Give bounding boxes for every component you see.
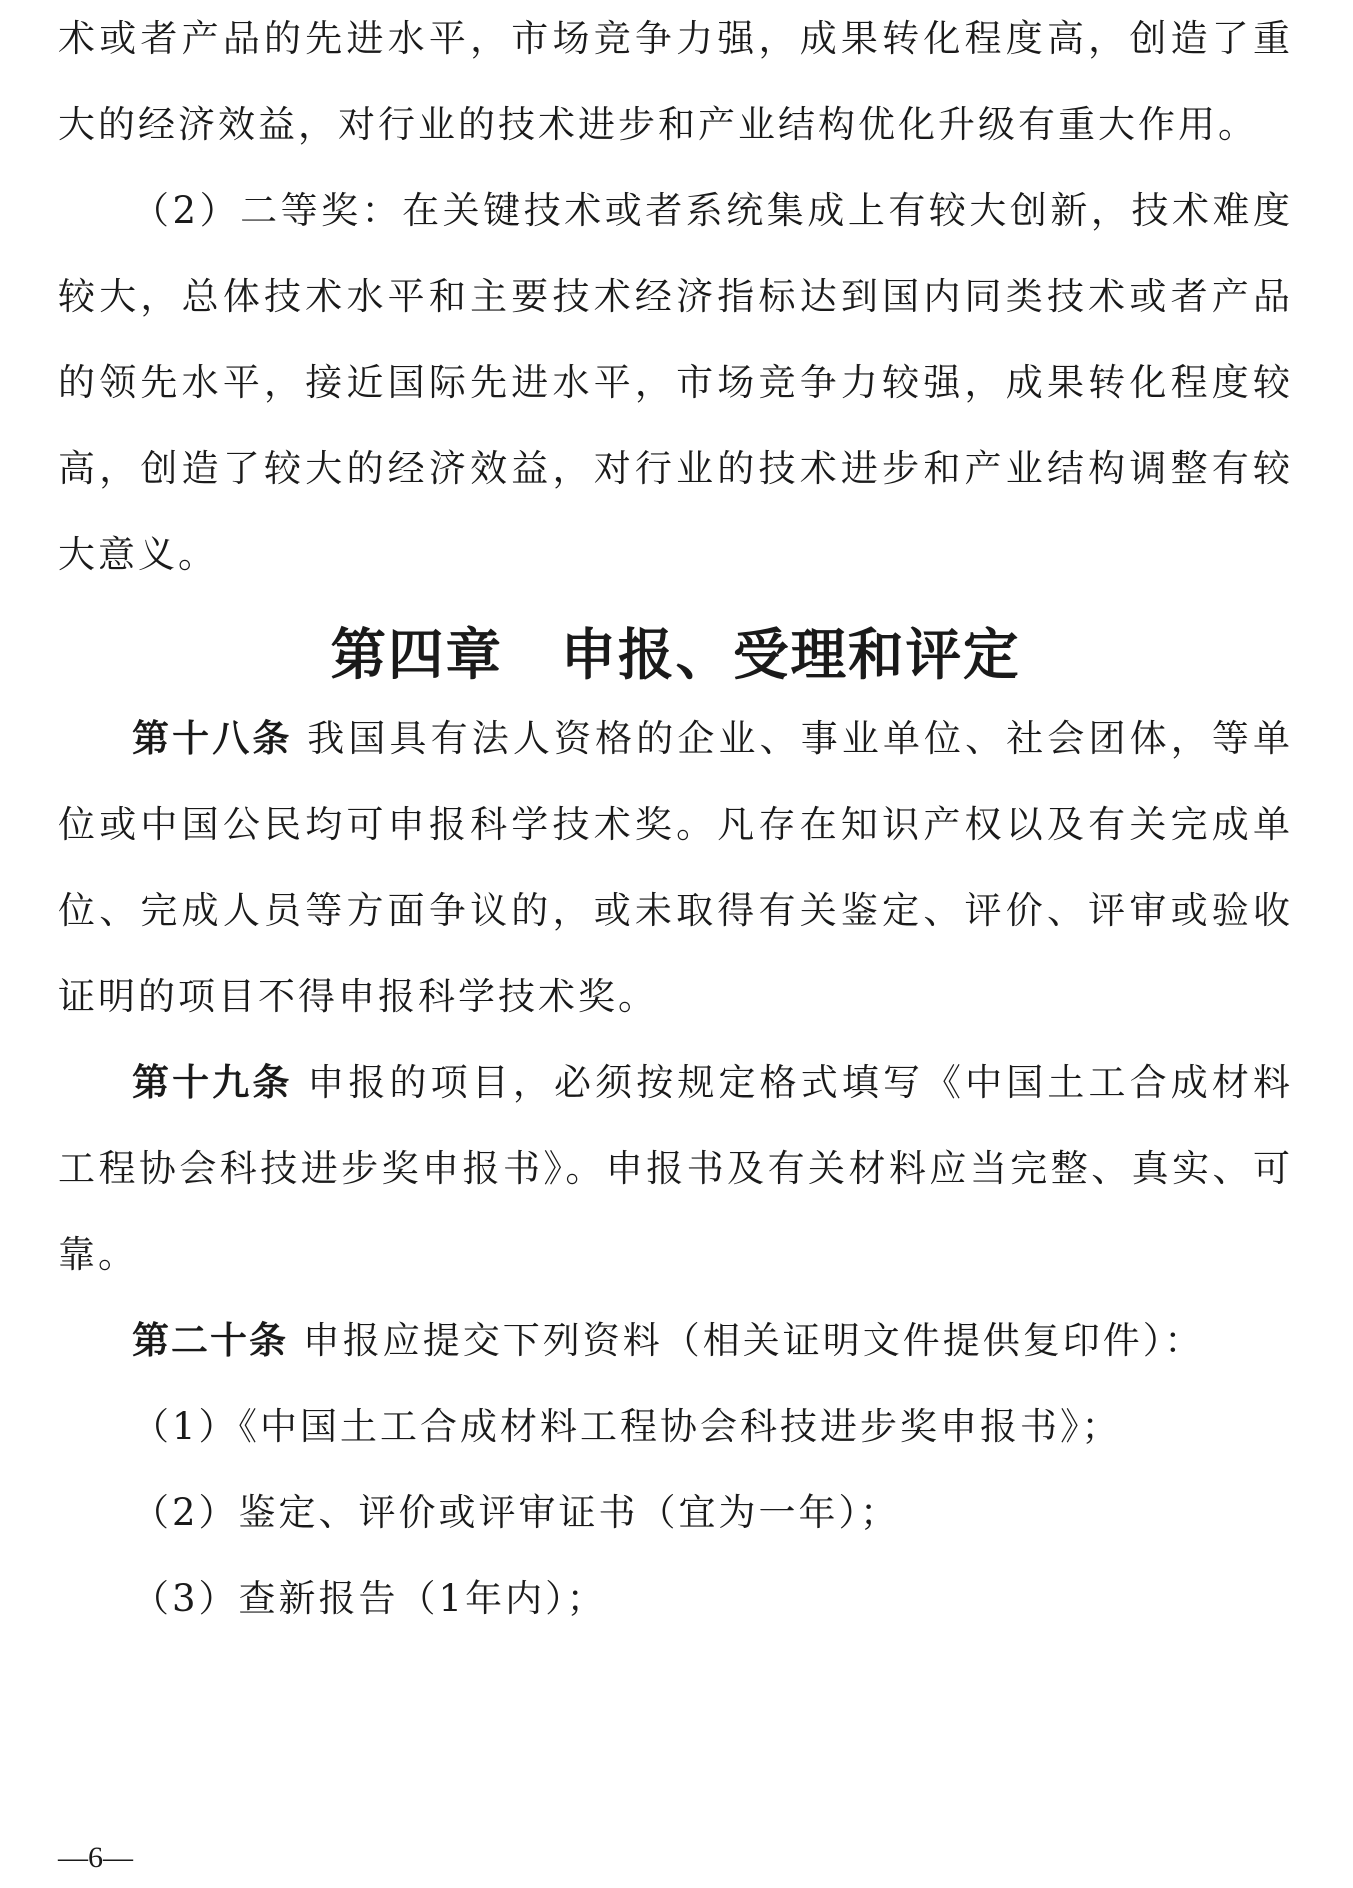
article-19-text: 申报的项目，必须按规定格式填写《中国土工合成材料工程协会科技进步奖申报书》。申报书及有关材料应当完整、真实、可靠。 xyxy=(58,1061,1294,1276)
article-20 xyxy=(58,1298,1293,1384)
page-number: —6— xyxy=(58,1841,133,1874)
chapter-title: 第四章 申报、受理和评定 xyxy=(330,623,1021,688)
paragraph-first-prize-continued: 术或者产品的先进水平，市场竞争力强，成果转化程度高，创造了重大的经济效益，对行业的技术进步和产业结构优化升级有重大作用。 xyxy=(58,17,1293,146)
article-18-label: 第十八条 xyxy=(132,717,293,760)
list-item: （2）鉴定、评价或评审证书（宜为一年）； xyxy=(132,1491,901,1534)
list-item: （3）查新报告（1年内）； xyxy=(132,1577,607,1620)
document-body xyxy=(58,0,1293,1642)
article-20-label: 第二十条 xyxy=(132,1319,288,1362)
article-19 xyxy=(58,1040,1293,1298)
article-20-text: 申报应提交下列资料（相关证明文件提供复印件）： xyxy=(302,1319,1205,1362)
list-item: （1）《中国土工合成材料工程协会科技进步奖申报书》； xyxy=(132,1405,1122,1448)
article-19-label: 第十九条 xyxy=(132,1061,293,1104)
article-18-text: 我国具有法人资格的企业、事业单位、社会团体，等单位或中国公民均可申报科学技术奖。凡存在知识产权以及有关完成单位、完成人员等方面争议的，或未取得有关鉴定、评价、评审或验收证明的项目不得申报科学技术奖。 xyxy=(58,717,1294,1018)
article-18 xyxy=(58,696,1293,1040)
paragraph-second-prize: （2）二等奖：在关键技术或者系统集成上有较大创新，技术难度较大，总体技术水平和主要技术经济指标达到国内同类技术或者产品的领先水平，接近国际先进水平，市场竞争力较强，成果转化程度较高，创造了较大的经济效益，对行业的技术进步和产业结构调整有较大意义。 xyxy=(58,189,1293,576)
